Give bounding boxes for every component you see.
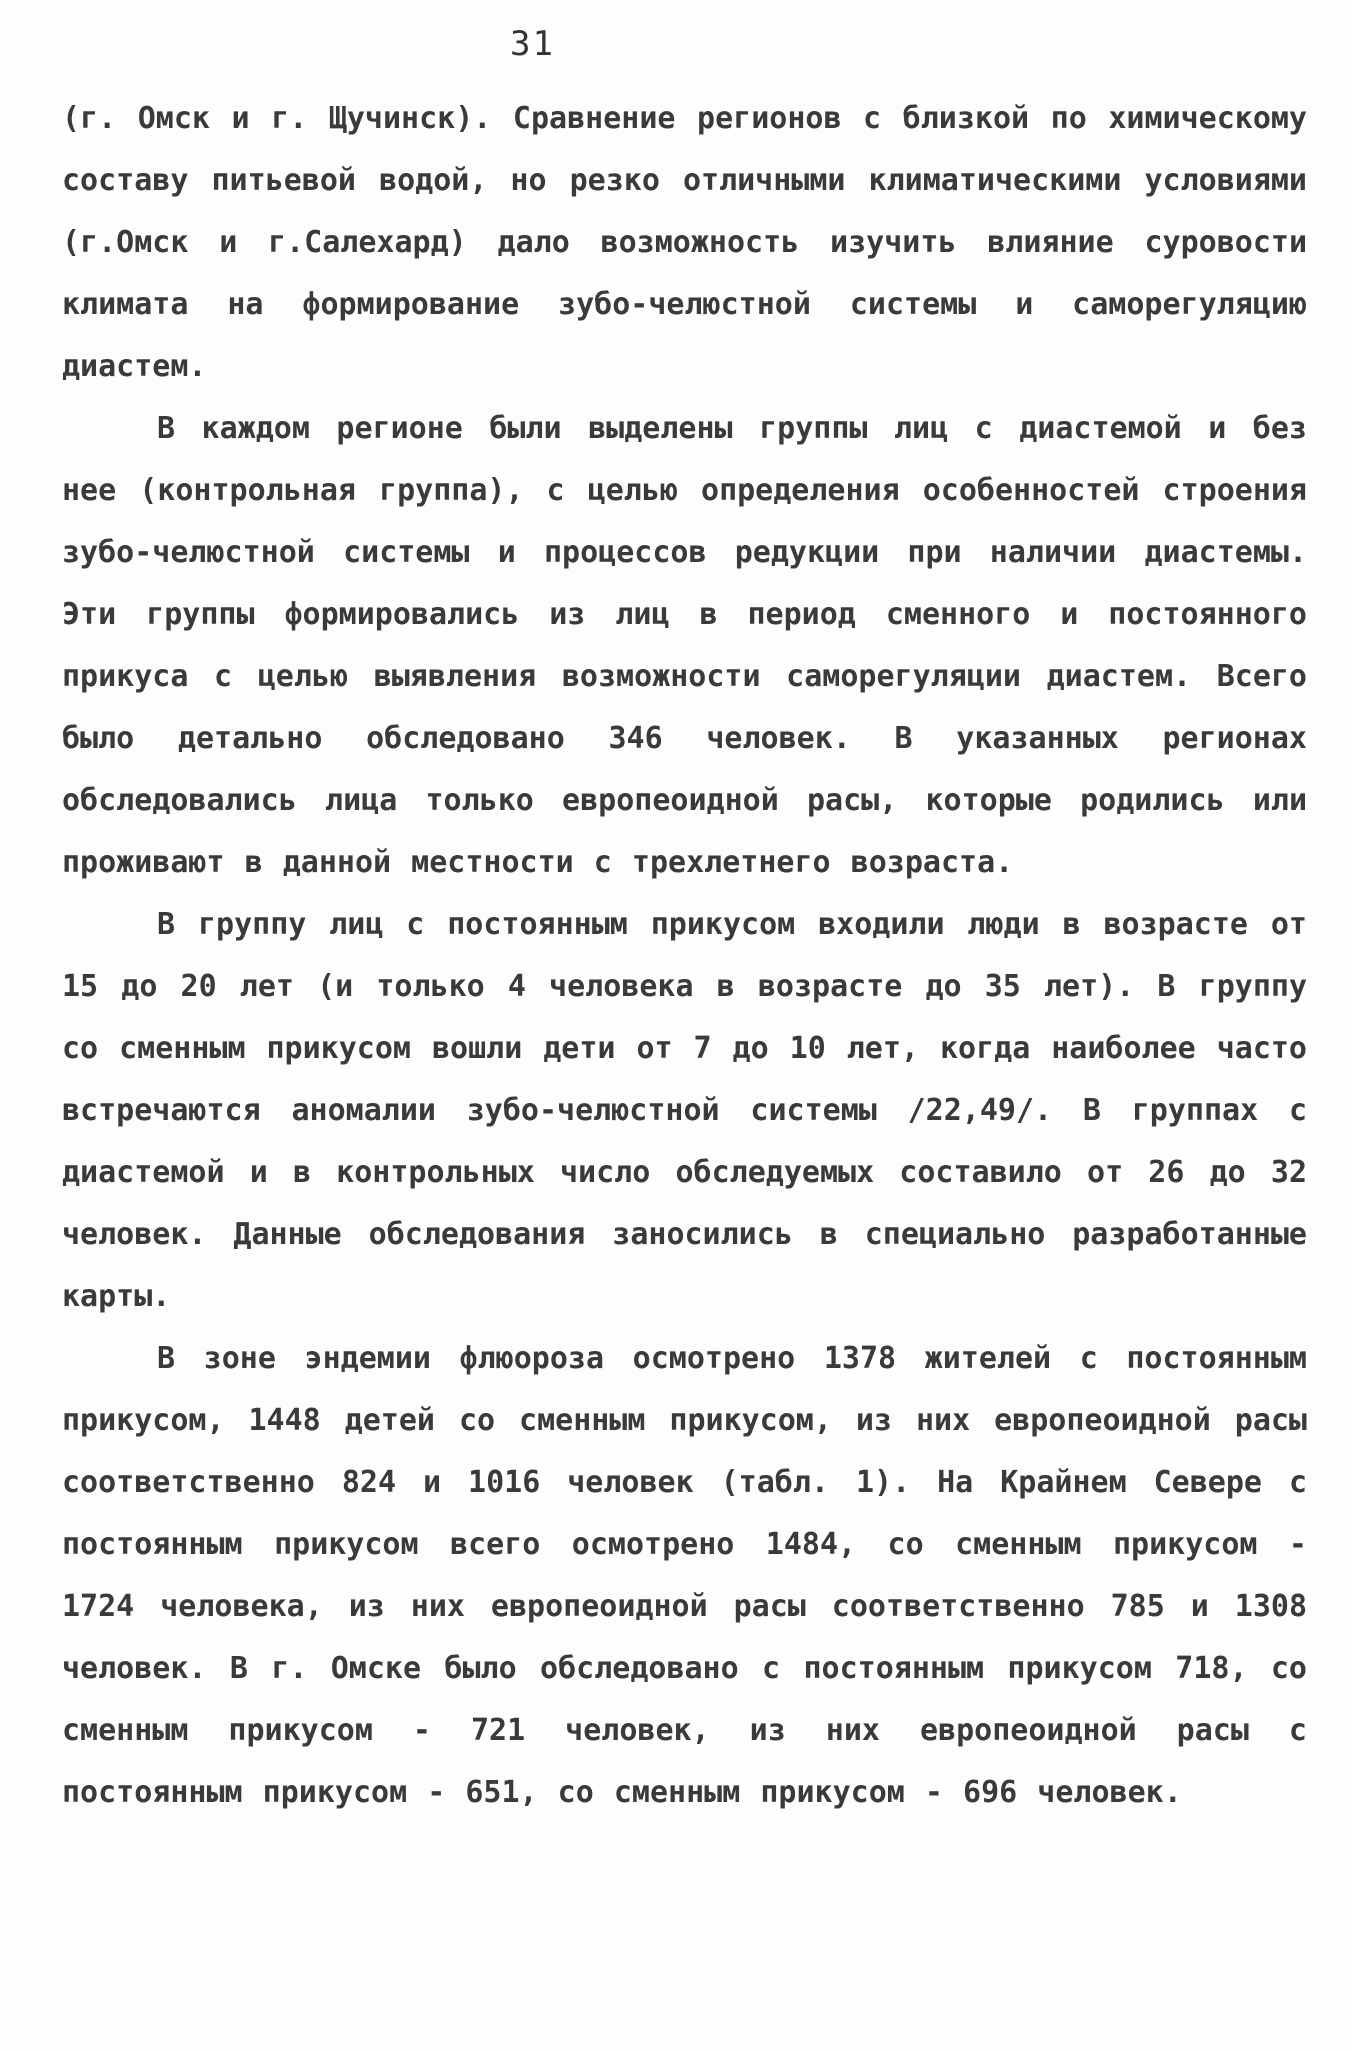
page-number: 31: [510, 24, 555, 64]
paragraph-3: В группу лиц с постоянным прикусом входили люди в возрасте от 15 до 20 лет (и только 4 человека в возрасте до 35 лет). В группу со сменным прикусом вошли дети от 7 до 10 лет, когда наиболее часто встречаются аномалии зубо-челюстной системы /22,49/. В группах с диастемой и в контрольных число обследуемых составило от 26 до 32 человек. Данные обследования заносились в специально разработанные карты.: [62, 907, 1307, 1314]
body-text: [62, 88, 1307, 1824]
paragraph-2: В каждом регионе были выделены группы лиц с диастемой и без нее (контрольная группа), с целью определения особенностей строения зубо-челюстной системы и процессов редукции при наличии диастемы. Эти группы формировались из лиц в период сменного и постоянного прикуса с целью выявления возможности саморегуляции диастем. Всего было детально обследовано 346 человек. В указанных регионах обследовались лица только европеоидной расы, которые родились или проживают в данной местности с трехлетнего возраста.: [62, 411, 1307, 880]
paragraph-4: В зоне эндемии флюороза осмотрено 1378 жителей с постоянным прикусом, 1448 детей со сменным прикусом, из них европеоидной расы соответственно 824 и 1016 человек (табл. 1). На Крайнем Севере с постоянным прикусом всего осмотрено 1484, со сменным прикусом - 1724 человека, из них европеоидной расы соответственно 785 и 1308 человек. В г. Омске было обследовано с постоянным прикусом 718, со сменным прикусом - 721 человек, из них европеоидной расы с постоянным прикусом - 651, со сменным прикусом - 696 человек.: [62, 1341, 1307, 1810]
paragraph-1: (г. Омск и г. Щучинск). Сравнение регионов с близкой по химическому составу питьевой водой, но резко отличными климатическими условиями (г.Омск и г.Салехард) дало возможность изучить влияние суровости климата на формирование зубо-челюстной системы и саморегуляцию диастем.: [62, 101, 1307, 384]
